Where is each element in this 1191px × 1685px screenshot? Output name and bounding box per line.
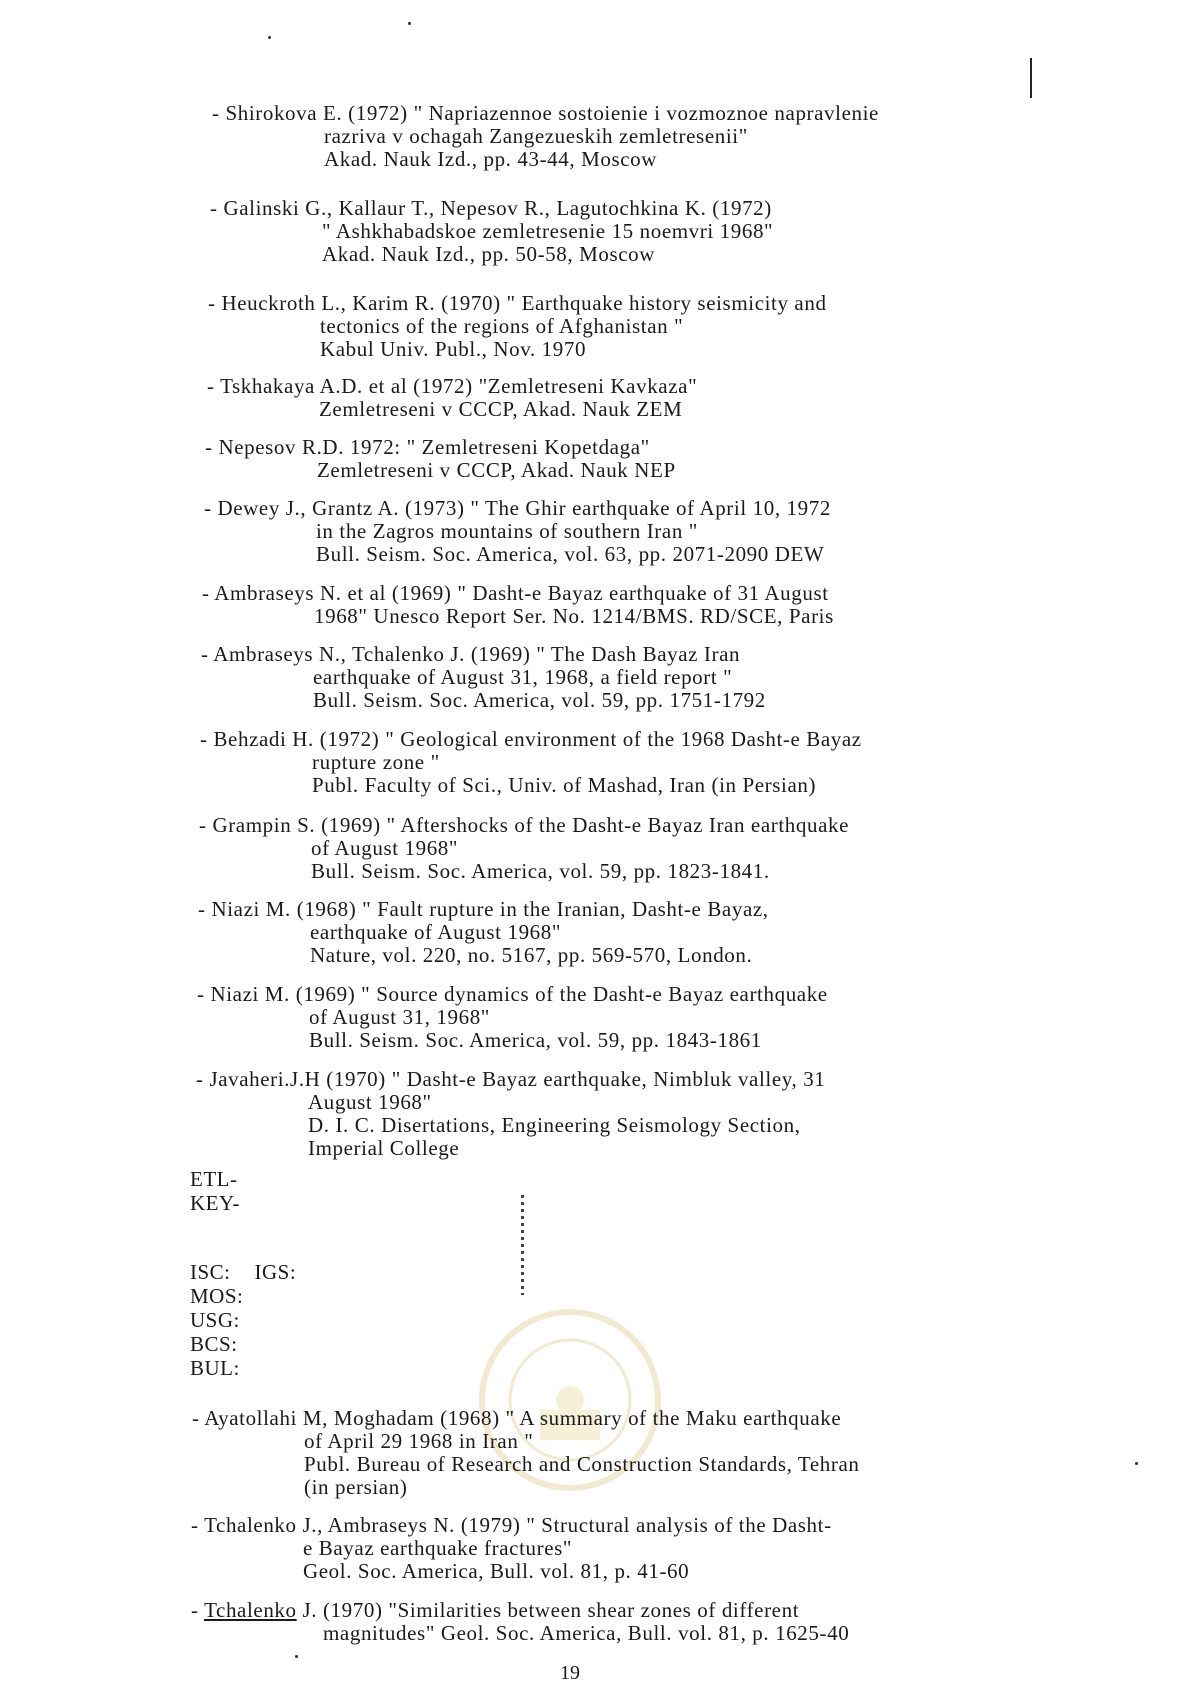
reference-entry — [205, 436, 676, 482]
ref-line: - Behzadi H. (1972) " Geological environment of the 1968 Dasht-e Bayaz — [200, 727, 862, 751]
ref-line: of August 1968" — [311, 836, 459, 860]
ref-text: J. (1970) "Similarities between shear zones of different — [296, 1598, 800, 1622]
ref-line: 1968" Unesco Report Ser. No. 1214/BMS. RD/SCE, Paris — [314, 604, 834, 628]
reference-entry — [191, 1514, 832, 1583]
ref-line: - Tskhakaya A.D. et al (1972) "Zemletreseni Kavkaza" — [207, 374, 698, 398]
ref-line: - Dewey J., Grantz A. (1973) " The Ghir earthquake of April 10, 1972 — [204, 496, 831, 520]
ref-dash: - — [191, 1598, 205, 1622]
reference-entry — [201, 643, 766, 712]
ref-author: Tchalenko — [204, 1598, 297, 1622]
reference-entry — [198, 898, 769, 967]
scan-artifact — [521, 1195, 524, 1295]
reference-entry — [191, 1599, 849, 1645]
ref-line: Akad. Nauk Izd., pp. 50-58, Moscow — [322, 242, 656, 266]
reference-entry — [208, 292, 827, 361]
ref-line: - Ayatollahi M, Moghadam (1968) " A summary of the Maku earthquake — [192, 1406, 842, 1430]
reference-entry — [212, 102, 879, 171]
ref-line: tectonics of the regions of Afghanistan " — [320, 314, 684, 338]
ref-line: in the Zagros mountains of southern Iran " — [316, 519, 698, 543]
ref-line: magnitudes" Geol. Soc. America, Bull. vol. 81, p. 1625-40 — [323, 1621, 850, 1645]
ref-line: - Javaheri.J.H (1970) " Dasht-e Bayaz earthquake, Nimbluk valley, 31 — [196, 1067, 826, 1091]
code-isc: ISC: — [190, 1260, 231, 1284]
ref-line: Nature, vol. 220, no. 5167, pp. 569-570, London. — [310, 943, 753, 967]
ref-line: - Galinski G., Kallaur T., Nepesov R., Lagutochkina K. (1972) — [210, 196, 772, 220]
reference-entry — [207, 375, 697, 421]
ref-line: Bull. Seism. Soc. America, vol. 59, pp. 1823-1841. — [311, 859, 770, 883]
ref-line: Publ. Faculty of Sci., Univ. of Mashad, Iran (in Persian) — [312, 773, 817, 797]
ref-line: - Nepesov R.D. 1972: " Zemletreseni Kopetdaga" — [205, 435, 650, 459]
ref-line: - Heuckroth L., Karim R. (1970) " Earthquake history seismicity and — [208, 291, 827, 315]
ref-line: Publ. Bureau of Research and Construction Standards, Tehran — [304, 1452, 860, 1476]
code-usg: USG: — [190, 1308, 240, 1332]
station-codes — [190, 1167, 240, 1215]
ref-line — [191, 1599, 849, 1622]
margin-mark — [1030, 58, 1032, 98]
ref-line: (in persian) — [304, 1475, 408, 1499]
ref-line: of August 31, 1968" — [309, 1005, 490, 1029]
ref-line: earthquake of August 31, 1968, a field report " — [313, 665, 733, 689]
scan-speck — [408, 22, 411, 25]
ref-line: - Ambraseys N. et al (1969) " Dasht-e Bayaz earthquake of 31 August — [202, 581, 829, 605]
ref-line: Bull. Seism. Soc. America, vol. 63, pp. 2071-2090 DEW — [316, 542, 825, 566]
ref-line: rupture zone " — [312, 750, 440, 774]
scan-speck — [1135, 1462, 1138, 1465]
ref-line: Akad. Nauk Izd., pp. 43-44, Moscow — [324, 147, 658, 171]
ref-line: razriva v ochagah Zangezueskih zemletresenii" — [324, 124, 748, 148]
code-mos: MOS: — [190, 1284, 244, 1308]
reference-entry — [199, 814, 849, 883]
code-row-isc — [190, 1260, 296, 1284]
page-number: 19 — [560, 1662, 580, 1684]
code-bul: BUL: — [190, 1356, 240, 1380]
ref-line: Bull. Seism. Soc. America, vol. 59, pp. 1843-1861 — [309, 1028, 762, 1052]
ref-line: - Shirokova E. (1972) " Napriazennoe sostoienie i vozmoznoe napravlenie — [212, 101, 879, 125]
code-key: KEY- — [190, 1191, 240, 1215]
code-igs: IGS: — [254, 1260, 297, 1284]
ref-line: D. I. C. Disertations, Engineering Seismology Section, — [308, 1113, 801, 1137]
reference-entry — [204, 497, 831, 566]
ref-line: - Ambraseys N., Tchalenko J. (1969) " The Dash Bayaz Iran — [201, 642, 741, 666]
reference-entry — [202, 582, 834, 628]
scan-speck — [295, 1655, 298, 1658]
scan-speck — [268, 36, 271, 39]
ref-line: August 1968" — [308, 1090, 432, 1114]
reference-entry — [192, 1407, 860, 1499]
ref-line: Bull. Seism. Soc. America, vol. 59, pp. 1751-1792 — [313, 688, 766, 712]
ref-line: Imperial College — [308, 1136, 460, 1160]
ref-line: - Niazi M. (1968) " Fault rupture in the Iranian, Dasht-e Bayaz, — [198, 897, 769, 921]
ref-line: Zemletreseni v CCCP, Akad. Nauk NEP — [317, 458, 676, 482]
code-etl: ETL- — [190, 1167, 238, 1191]
ref-line: Zemletreseni v CCCP, Akad. Nauk ZEM — [319, 397, 683, 421]
ref-line: e Bayaz earthquake fractures" — [303, 1536, 573, 1560]
reference-entry — [196, 1068, 825, 1160]
reference-entry — [200, 728, 862, 797]
ref-line: - Niazi M. (1969) " Source dynamics of the Dasht-e Bayaz earthquake — [197, 982, 828, 1006]
ref-line: earthquake of August 1968" — [310, 920, 562, 944]
reference-entry — [210, 197, 773, 266]
ref-line: " Ashkhabadskoe zemletresenie 15 noemvri 1968" — [322, 219, 774, 243]
ref-line: Kabul Univ. Publ., Nov. 1970 — [320, 337, 587, 361]
station-codes-list — [190, 1260, 296, 1380]
reference-entry — [197, 983, 828, 1052]
ref-line: of April 29 1968 in Iran " — [304, 1429, 534, 1453]
ref-line: - Tchalenko J., Ambraseys N. (1979) " Structural analysis of the Dasht- — [191, 1513, 832, 1537]
ref-line: Geol. Soc. America, Bull. vol. 81, p. 41-60 — [303, 1559, 690, 1583]
code-bcs: BCS: — [190, 1332, 238, 1356]
ref-line: - Grampin S. (1969) " Aftershocks of the Dasht-e Bayaz Iran earthquake — [199, 813, 850, 837]
